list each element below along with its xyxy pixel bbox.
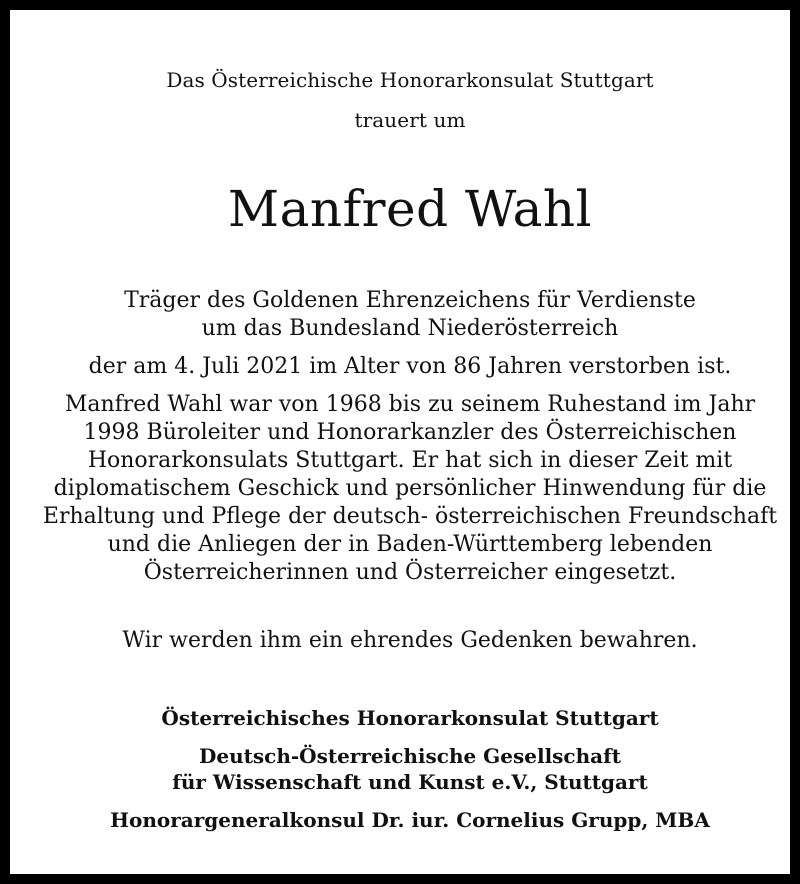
- biography-line: Manfred Wahl war von 1968 bis zu seinem Ruhestand im Jahr: [64, 392, 756, 417]
- signatory-consul: Honorargeneralkonsul Dr. iur. Cornelius Grupp, MBA: [110, 808, 710, 832]
- biography-line: und die Anliegen der in Baden-Württemberg lebenden: [107, 532, 713, 557]
- signatory-society-line-2: für Wissenschaft und Kunst e.V., Stuttgart: [172, 770, 648, 794]
- deceased-name: Manfred Wahl: [227, 180, 593, 238]
- biography-line: Honorarkonsulats Stuttgart. Er hat sich in dieser Zeit mit: [87, 448, 733, 473]
- biography-line: diplomatischem Geschick und persönlicher Hinwendung für die: [53, 476, 767, 501]
- signatory-society-line-1: Deutsch-Österreichische Gesellschaft: [199, 744, 621, 768]
- death-notice: der am 4. Juli 2021 im Alter von 86 Jahren verstorben ist.: [88, 354, 732, 379]
- honor-line-2: um das Bundesland Niederösterreich: [201, 316, 619, 341]
- header-mourns: trauert um: [354, 108, 466, 132]
- biography-line: Erhaltung und Pflege der deutsch- österreichischen Freundschaft: [42, 504, 778, 529]
- signatory-consulate: Österreichisches Honorarkonsulat Stuttgart: [161, 706, 659, 730]
- biography-line: Österreicherinnen und Österreicher eingesetzt.: [143, 560, 677, 585]
- honor-line-1: Träger des Goldenen Ehrenzeichens für Verdienste: [124, 288, 696, 313]
- obituary-content: [20, 20, 800, 884]
- biography-line: 1998 Büroleiter und Honorarkanzler des Österreichischen: [83, 420, 737, 445]
- closing-sentence: Wir werden ihm ein ehrendes Gedenken bewahren.: [122, 628, 698, 653]
- header-organization: Das Österreichische Honorarkonsulat Stuttgart: [166, 68, 654, 92]
